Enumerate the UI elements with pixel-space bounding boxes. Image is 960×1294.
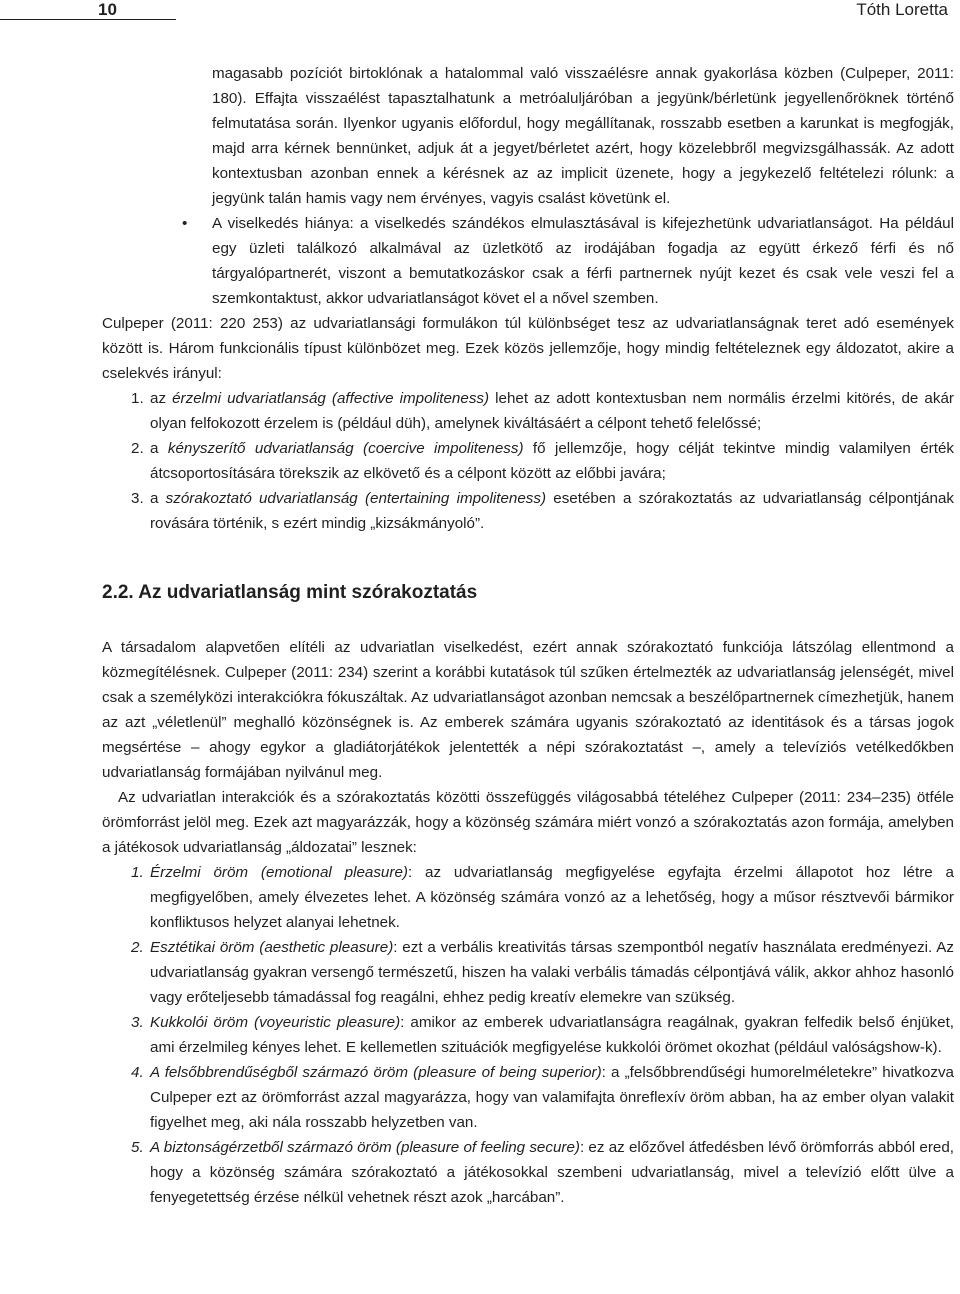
running-head-author: Tóth Loretta xyxy=(856,0,948,19)
list-item-term: A felsőbbrendűségből származó öröm (pleasure of being superior) xyxy=(150,1064,602,1081)
page-body xyxy=(102,61,954,1210)
bullet-item xyxy=(102,211,954,311)
section-heading: 2.2. Az udvariatlanság mint szórakoztatás xyxy=(102,582,478,603)
list-number: 1. xyxy=(131,390,144,407)
list-item-text: : az udvariatlanság megfigyelése egyfajta érzelmi állapotot hoz létre a megfigyelőben, amely élvezetes lehet. A közönség számára vonzó az a lehetőség, hogy a műsor résztvevői bármikor konfliktusos helyzet alanyai lehetnek. xyxy=(150,864,954,931)
list-number: 1. xyxy=(131,864,144,881)
bullet-text: A viselkedés hiánya: a viselkedés szándékos elmulasztásával is kifejezhetünk udvariatlanságot. Ha például egy üzleti találkozó alkalmával az üzletkötő az irodájában fogadja az együtt érkező férfi és nő tárgyalópartnerét, viszont a bemutatkozáskor csak a férfi partnernek nyújt kezet és csak vele veszi fel a szemkontaktust, akkor udvariatlanságot követ el a nővel szemben. xyxy=(212,215,954,307)
list-item xyxy=(102,1060,954,1135)
list-item xyxy=(102,860,954,935)
list-item-term: szórakoztató udvariatlanság (entertaining impoliteness) xyxy=(165,490,547,507)
section-paragraph-2: Az udvariatlan interakciók és a szórakoztatás közötti összefüggés világosabbá tételéhez Culpeper (2011: 234–235) ötféle örömforrást jelöl meg. Ezek azt magyarázzák, hogy a közönség számára miért vonzó a szórakoztatás azon formája, amelyben a játékosok udvariatlanság „áldozatai” lesznek: xyxy=(102,789,954,856)
page-number: 10 xyxy=(98,0,117,19)
list-item-text: esetében a szórakoztatás az udvariatlanság célpontjának rovására történik, s ezért mindig „kizsákmányoló”. xyxy=(150,490,955,532)
list-item-term: érzelmi udvariatlanság (affective impoliteness) xyxy=(172,390,490,407)
list-item-text: : ez az előzővel átfedésben lévő örömforrás abból ered, hogy a közönség számára szórakoztató a játékosokkal szembeni udvariatlanság, mivel a televízió előtt ülve a fenyegetettség érzése nélkül vehetnek részt azok „harcában”. xyxy=(150,1139,955,1206)
list-item-pre: a xyxy=(150,490,166,507)
header-rule xyxy=(0,19,176,20)
list-number: 3. xyxy=(131,1014,144,1031)
list-item-text: : ezt a verbális kreativitás társas szempontból negatív használata eredményezi. Az udvariatlanság gyakran versengő természetű, hiszen ha valaki verbális támadás célpontjává válik, akkor ahhoz hasonló vagy erőteljesebb támadással fog reagálni, ehhez pedig kreatív elemekre van szükség. xyxy=(150,939,954,1006)
list-number: 5. xyxy=(131,1139,144,1156)
culpeper-paragraph: Culpeper (2011: 220 253) az udvariatlansági formulákon túl különbséget tesz az udvariatlanságnak teret adó események között is. Három funkcionális típust különbözet meg. Ezek közös jellemzője, hogy mindig feltételeznek egy áldozatot, akire a cselekvés irányul: xyxy=(102,315,954,382)
impoliteness-types-list xyxy=(102,386,954,536)
list-item xyxy=(102,436,954,486)
list-item-text: : a „felsőbbrendűségi humorelméletekre” hivatkozva Culpeper ezt az örömforrást azzal magyarázza, hogy van valamifajta önreflexív öröm abban, ha az ember olyan valakit figyelhet meg, aki nála rosszabb helyzetben van. xyxy=(150,1064,954,1131)
list-item-text: fő jellemzője, hogy célját tekintve mindig valamilyen érték átcsoportosítására törekszik az elkövető és a célpont között az előbbi javára; xyxy=(150,440,955,482)
list-item-term: A biztonságérzetből származó öröm (pleasure of feeling secure) xyxy=(150,1139,580,1156)
list-item-pre: az xyxy=(150,390,173,407)
bullet-list xyxy=(102,211,954,311)
continuation-paragraph: magasabb pozíciót birtoklónak a hatalommal való visszaélésre annak gyakorlása közben (Culpeper, 2011: 180). Effajta visszaélést tapasztalhatunk a metróaluljáróban a jegyünk/bérletünk jegyellenőröknek történő felmutatása során. Ilyenkor ugyanis előfordul, hogy megállítanak, rosszabb esetben a karunkat is megfogják, majd arra kérnek bennünket, adjuk át a jegyet/bérletet azért, hogy közelebbről megvizsgálhassák. Az adott kontextusban azonban ennek a kérésnek az az implicit üzenete, hogy a jegykezelő feltételezi rólunk: a jegyünk talán hamis vagy nem érvényes, vagyis csalást követünk el. xyxy=(212,65,954,207)
list-item-text: : amikor az emberek udvariatlanságra reagálnak, gyakran felfedik belső énjüket, ami érzelmileg kényes lehet. E kellemetlen szituációk megfigyelése kukkolói örömet okozhat (például valóságshow-k). xyxy=(150,1014,955,1056)
list-item xyxy=(102,1135,954,1210)
list-number: 2. xyxy=(131,440,144,457)
pleasures-list xyxy=(102,860,954,1210)
list-item-term: Érzelmi öröm (emotional pleasure) xyxy=(150,864,408,881)
list-number: 4. xyxy=(131,1064,144,1081)
list-item-term: Kukkolói öröm (voyeuristic pleasure) xyxy=(150,1014,401,1031)
list-item-term: kényszerítő udvariatlanság (coercive impoliteness) xyxy=(167,440,524,457)
list-item-term: Esztétikai öröm (aesthetic pleasure) xyxy=(150,939,394,956)
list-item-pre: a xyxy=(150,440,168,457)
section-paragraph-1: A társadalom alapvetően elítéli az udvariatlan viselkedést, ezért annak szórakoztató funkciója látszólag ellentmond a közmegítélésnek. Culpeper (2011: 234) szerint a korábbi kutatások túl szűken értelmezték az udvariatlanság jelenségét, mivel csak a személyközi interakciókra fókuszáltak. Az udvariatlanságot azonban nemcsak a beszélőpartnernek címezhetjük, hanem az azt „véletlenül” meghalló közönségnek is. Az emberek számára ugyanis szórakoztató az identitások és a társas jogok megsértése – ahogy egykor a gladiátorjátékok jelentették a népi szórakoztatást –, amely a televíziós vetélkedőkben udvariatlanság formájában nyilvánul meg. xyxy=(102,639,954,781)
page-header xyxy=(0,0,960,28)
list-item xyxy=(102,386,954,436)
list-number: 3. xyxy=(131,490,144,507)
bullet-mark: • xyxy=(182,215,188,232)
list-item xyxy=(102,1010,954,1060)
list-item xyxy=(102,935,954,1010)
list-number: 2. xyxy=(131,939,144,956)
list-item xyxy=(102,486,954,536)
list-item-text: lehet az adott kontextusban nem normális érzelmi kitörés, de akár olyan felfokozott érzelem is (például düh), amelynek kiváltásáért a célpont tehető felelőssé; xyxy=(150,390,954,432)
